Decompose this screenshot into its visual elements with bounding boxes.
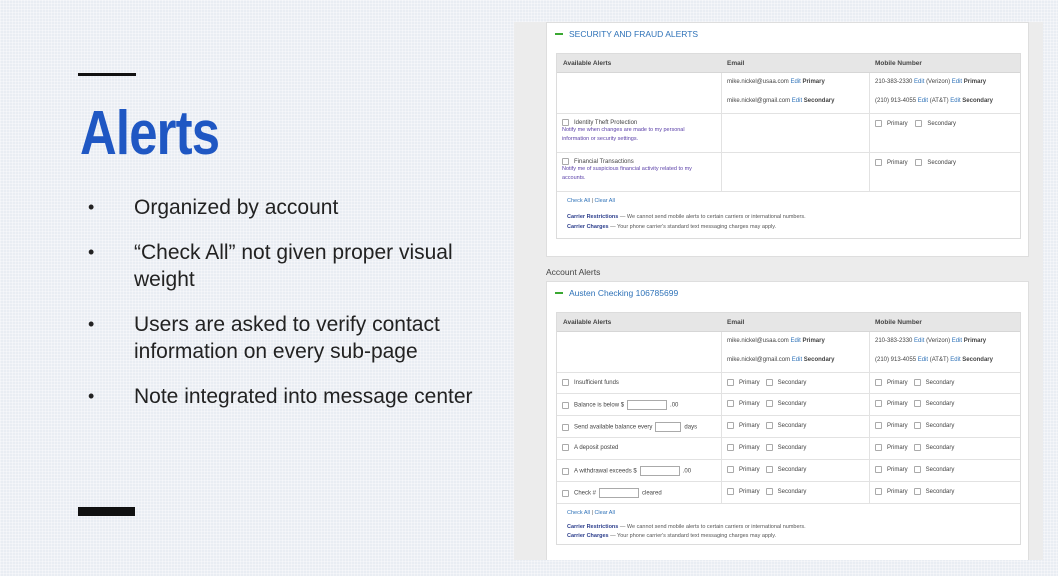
contact-row xyxy=(557,73,1020,114)
table-header xyxy=(557,313,1020,332)
bullet-item: • Organized by account xyxy=(88,194,508,221)
account-table xyxy=(556,312,1021,545)
edit-phone-link[interactable]: Edit xyxy=(917,357,929,363)
check-number-input[interactable] xyxy=(599,488,639,498)
col-available-alerts: Available Alerts xyxy=(563,319,612,326)
balance-amount-input[interactable] xyxy=(627,400,667,410)
mobile-primary-checkbox[interactable] xyxy=(875,120,882,127)
edit-email-link[interactable]: Edit xyxy=(790,338,801,344)
phone-primary: 210-383-2330 Edit (Verizon) Edit Primary xyxy=(875,338,987,344)
security-heading: SECURITY AND FRAUD ALERTS xyxy=(569,28,699,39)
email-primary: mike.nickel@usaa.com Edit Primary xyxy=(727,79,825,85)
phone-secondary: (210) 913-4055 Edit (AT&T) Edit Secondary xyxy=(875,98,993,104)
bullet-item: • Note integrated into message center xyxy=(88,383,508,410)
bullet-list xyxy=(88,194,508,428)
alerts-screenshot xyxy=(514,22,1043,560)
edit-carrier-link[interactable]: Edit xyxy=(950,98,961,104)
financial-transactions-checkbox[interactable] xyxy=(562,158,569,165)
edit-email-link[interactable]: Edit xyxy=(791,98,803,104)
mobile-primary-checkbox[interactable] xyxy=(875,444,882,451)
alert-checkbox[interactable] xyxy=(562,490,569,497)
carrier-restrictions-note: Carrier Restrictions — We cannot send mobile alerts to certain carriers or international numbers. xyxy=(567,524,806,530)
title-rule-top xyxy=(78,73,136,76)
email-secondary: mike.nickel@gmail.com Edit Secondary xyxy=(727,98,835,104)
slide-title: Alerts xyxy=(80,99,220,168)
alert-row-withdrawal-exceeds: A withdrawal exceeds $ .00 Primary Secondary Primary Secondary xyxy=(557,460,1020,482)
email-primary: mike.nickel@usaa.com Edit Primary xyxy=(727,338,825,344)
clear-all-link[interactable]: Clear All xyxy=(594,198,615,204)
mobile-secondary-checkbox[interactable] xyxy=(914,400,921,407)
check-all-link[interactable]: Check All xyxy=(567,198,590,204)
account-panel xyxy=(546,281,1029,560)
edit-email-link[interactable]: Edit xyxy=(790,79,801,85)
edit-phone-link[interactable]: Edit xyxy=(914,338,925,344)
alert-checkbox[interactable] xyxy=(562,379,569,386)
carrier-charges-note: Carrier Charges — Your phone carrier's standard text messaging charges may apply. xyxy=(567,224,777,230)
col-email: Email xyxy=(727,60,745,67)
email-primary-checkbox[interactable] xyxy=(727,466,734,473)
check-all-link[interactable]: Check All xyxy=(567,510,590,516)
collapse-icon[interactable] xyxy=(555,292,563,294)
contact-row xyxy=(557,332,1020,373)
col-mobile-number: Mobile Number xyxy=(875,319,922,326)
mobile-primary-checkbox[interactable] xyxy=(875,379,882,386)
email-primary-checkbox[interactable] xyxy=(727,400,734,407)
alert-row-financial-transactions: Financial Transactions Notify me of suspicious financial activity related to my accounts. Primary Secondary xyxy=(557,153,1020,192)
col-available-alerts: Available Alerts xyxy=(563,60,612,67)
mobile-secondary-checkbox[interactable] xyxy=(914,488,921,495)
mobile-secondary-checkbox[interactable] xyxy=(915,120,922,127)
email-primary-checkbox[interactable] xyxy=(727,444,734,451)
email-secondary-checkbox[interactable] xyxy=(766,444,773,451)
carrier-restrictions-note: Carrier Restrictions — We cannot send mobile alerts to certain carriers or international numbers. xyxy=(567,214,806,220)
mobile-primary-checkbox[interactable] xyxy=(875,466,882,473)
edit-phone-link[interactable]: Edit xyxy=(917,98,929,104)
days-input[interactable] xyxy=(655,422,681,432)
identity-theft-checkbox[interactable] xyxy=(562,119,569,126)
security-panel xyxy=(546,22,1029,257)
alert-row-identity-theft: Identity Theft Protection Notify me when changes are made to my personal information or security settings. Primary Secondary xyxy=(557,114,1020,153)
security-table xyxy=(556,53,1021,239)
email-secondary-checkbox[interactable] xyxy=(766,400,773,407)
email-primary-checkbox[interactable] xyxy=(727,379,734,386)
email-secondary: mike.nickel@gmail.com Edit Secondary xyxy=(727,357,835,363)
mobile-primary-checkbox[interactable] xyxy=(875,159,882,166)
alert-checkbox[interactable] xyxy=(562,444,569,451)
alert-row-check-cleared: Check # cleared Primary Secondary Primary Secondary xyxy=(557,482,1020,504)
email-secondary-checkbox[interactable] xyxy=(766,488,773,495)
col-email: Email xyxy=(727,319,745,326)
withdrawal-amount-input[interactable] xyxy=(640,466,680,476)
mobile-secondary-checkbox[interactable] xyxy=(914,466,921,473)
edit-email-link[interactable]: Edit xyxy=(791,357,803,363)
collapse-icon[interactable] xyxy=(555,33,563,35)
email-primary-checkbox[interactable] xyxy=(727,488,734,495)
col-mobile-number: Mobile Number xyxy=(875,60,922,67)
account-panel-header[interactable] xyxy=(547,282,1028,303)
mobile-secondary-checkbox[interactable] xyxy=(915,159,922,166)
security-table-footer: Check All | Clear All Carrier Restrictions — We cannot send mobile alerts to certain carriers or international numbers. Carrier Charges — Your phone carrier's standard text messaging charges may apply. xyxy=(567,198,806,230)
edit-carrier-link[interactable]: Edit xyxy=(950,357,961,363)
alert-checkbox[interactable] xyxy=(562,424,569,431)
mobile-primary-checkbox[interactable] xyxy=(875,422,882,429)
phone-secondary: (210) 913-4055 Edit (AT&T) Edit Secondary xyxy=(875,357,993,363)
table-header xyxy=(557,54,1020,73)
edit-carrier-link[interactable]: Edit xyxy=(951,79,963,85)
mobile-primary-checkbox[interactable] xyxy=(875,488,882,495)
mobile-secondary-checkbox[interactable] xyxy=(914,379,921,386)
alert-row-deposit-posted: A deposit posted Primary Secondary Primary Secondary xyxy=(557,438,1020,460)
mobile-secondary-checkbox[interactable] xyxy=(914,444,921,451)
alert-row-balance-below: Balance is below $ .00 Primary Secondary Primary Secondary xyxy=(557,394,1020,416)
email-secondary-checkbox[interactable] xyxy=(766,466,773,473)
email-primary-checkbox[interactable] xyxy=(727,422,734,429)
clear-all-link[interactable]: Clear All xyxy=(594,510,615,516)
mobile-secondary-checkbox[interactable] xyxy=(914,422,921,429)
carrier-charges-note: Carrier Charges — Your phone carrier's standard text messaging charges may apply. xyxy=(567,533,777,539)
edit-carrier-link[interactable]: Edit xyxy=(951,338,963,344)
account-heading: Austen Checking 106785699 xyxy=(569,287,679,298)
mobile-primary-checkbox[interactable] xyxy=(875,400,882,407)
edit-phone-link[interactable]: Edit xyxy=(914,79,925,85)
phone-primary: 210-383-2330 Edit (Verizon) Edit Primary xyxy=(875,79,987,85)
alert-checkbox[interactable] xyxy=(562,468,569,475)
email-secondary-checkbox[interactable] xyxy=(766,379,773,386)
alert-row-send-balance: Send available balance every days Primary Secondary Primary Secondary xyxy=(557,416,1020,438)
alert-checkbox[interactable] xyxy=(562,402,569,409)
bullet-item: • Users are asked to verify contact information on every sub-page xyxy=(88,311,508,365)
email-secondary-checkbox[interactable] xyxy=(766,422,773,429)
bullet-item: • “Check All” not given proper visual weight xyxy=(88,239,508,293)
account-table-footer: Check All | Clear All Carrier Restrictions — We cannot send mobile alerts to certain carriers or international numbers. Carrier Charges — Your phone carrier's standard text messaging charges may apply. xyxy=(567,510,806,539)
security-panel-header[interactable] xyxy=(547,23,1028,44)
alert-row-insufficient-funds: Insufficient funds Primary Secondary Primary Secondary xyxy=(557,373,1020,394)
footer-rule xyxy=(78,507,135,516)
account-alerts-label: Account Alerts xyxy=(546,267,601,277)
